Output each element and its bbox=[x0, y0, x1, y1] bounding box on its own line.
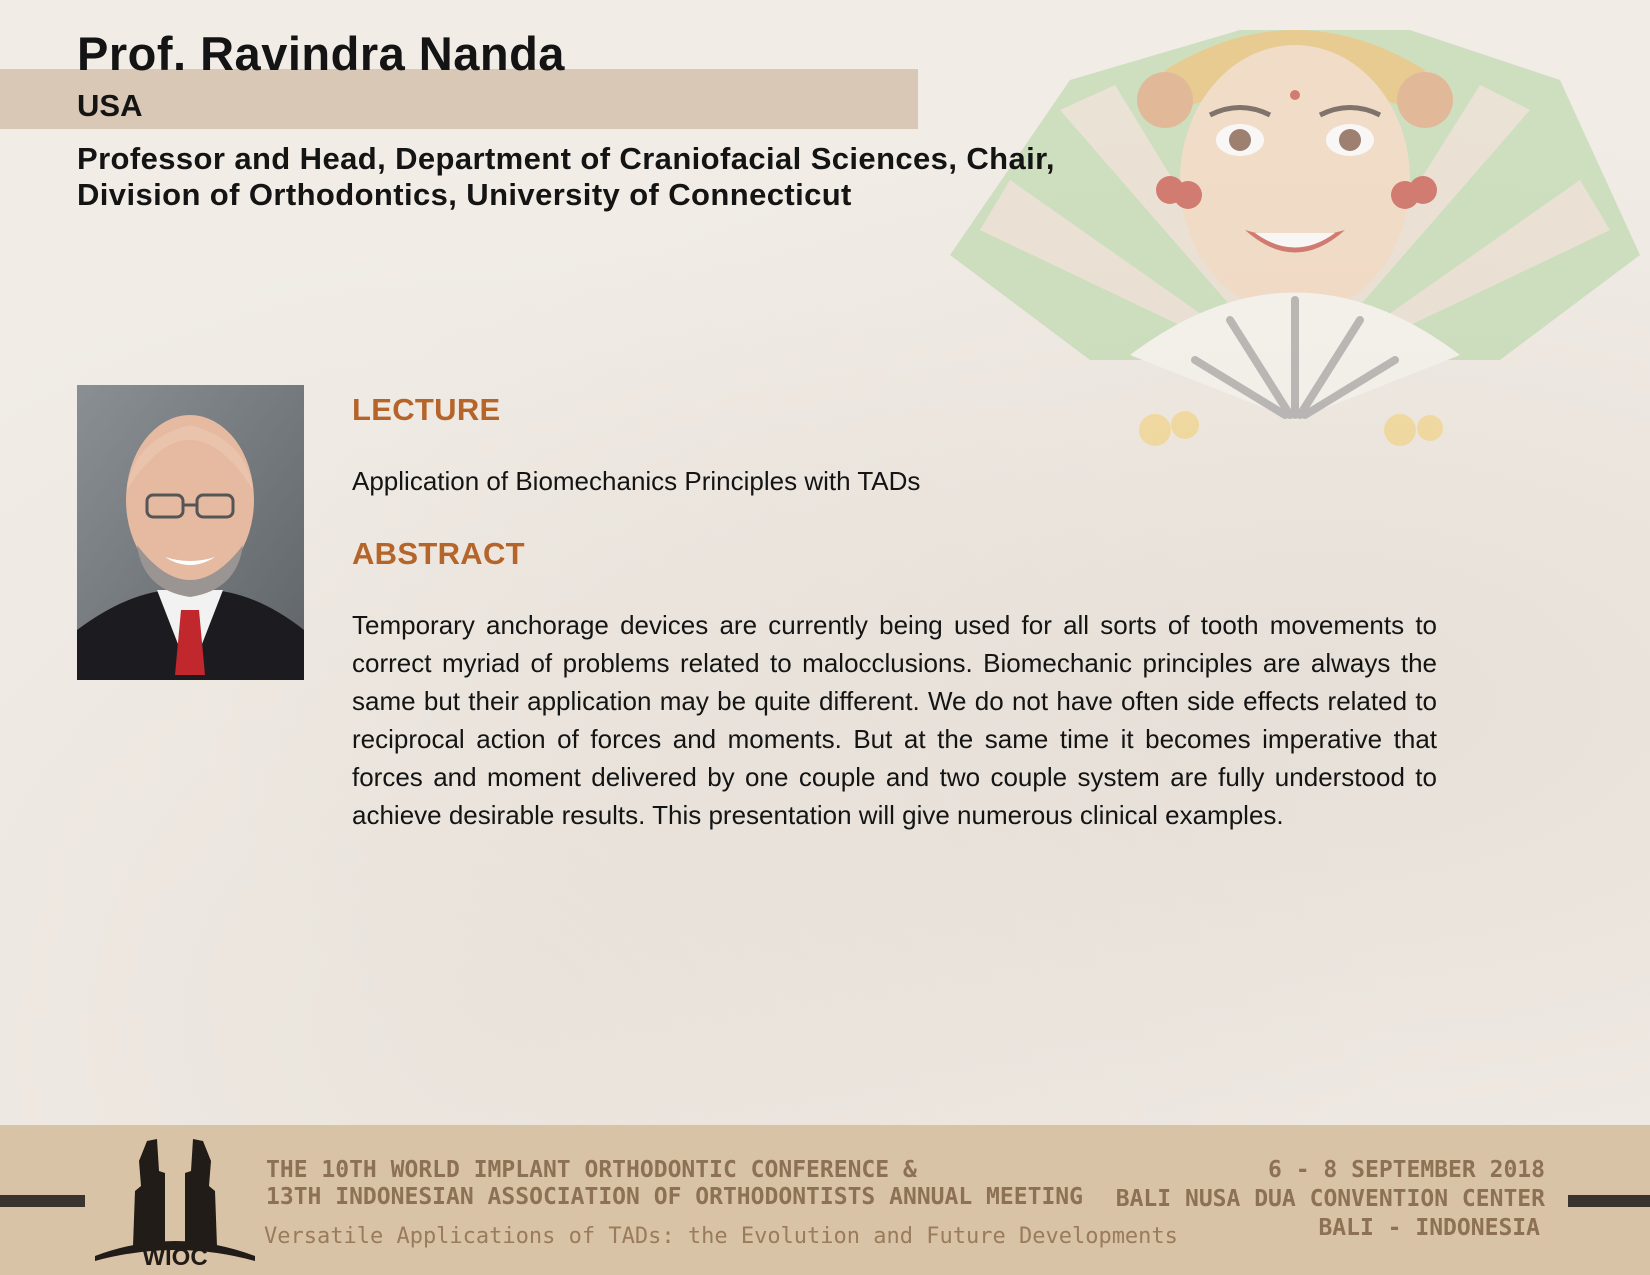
conference-tagline: Versatile Applications of TADs: the Evolution and Future Developments bbox=[264, 1224, 1178, 1249]
logo-text: WIOC bbox=[142, 1244, 208, 1271]
face bbox=[1180, 45, 1410, 315]
speaker-name: Prof. Ravindra Nanda bbox=[77, 27, 565, 80]
conference-place: BALI - INDONESIA bbox=[1318, 1215, 1540, 1241]
lecture-title: Application of Biomechanics Principles with TADs bbox=[352, 466, 921, 496]
footer-rule-right bbox=[1568, 1195, 1650, 1207]
wioc-logo bbox=[95, 1131, 255, 1271]
lecture-heading: LECTURE bbox=[352, 392, 501, 427]
hair-flower-right bbox=[1397, 72, 1453, 128]
conference-date: 6 - 8 SEPTEMBER 2018 bbox=[1268, 1157, 1545, 1183]
speaker-portrait bbox=[77, 385, 304, 680]
conference-title-line1: THE 10TH WORLD IMPLANT ORTHODONTIC CONFERENCE & bbox=[266, 1157, 917, 1183]
footer-rule-left bbox=[0, 1195, 85, 1207]
speaker-affiliation: Professor and Head, Department of Craniofacial Sciences, Chair, Division of Orthodontics, University of Connecticut bbox=[77, 141, 1055, 212]
conference-venue: BALI NUSA DUA CONVENTION CENTER bbox=[1115, 1186, 1545, 1212]
dancer-illustration bbox=[940, 0, 1650, 470]
hair-flower-left bbox=[1137, 72, 1193, 128]
conference-title-line2: 13TH INDONESIAN ASSOCIATION OF ORTHODONTISTS ANNUAL MEETING bbox=[266, 1184, 1083, 1210]
speaker-country: USA bbox=[77, 88, 143, 123]
split-gate-icon bbox=[95, 1139, 255, 1261]
abstract-text: Temporary anchorage devices are currently being used for all sorts of tooth movements to correct myriad of problems related to malocclusions. Biomechanic principles are always the same but their application may be quite different. We do not have often side effects related to reciprocal action of forces and moments. But at the same time it becomes imperative that forces and moment delivered by one couple and two couple system are fully understood to achieve desirable results. This presentation will give numerous clinical examples. bbox=[352, 610, 1437, 830]
abstract-heading: ABSTRACT bbox=[352, 536, 525, 571]
